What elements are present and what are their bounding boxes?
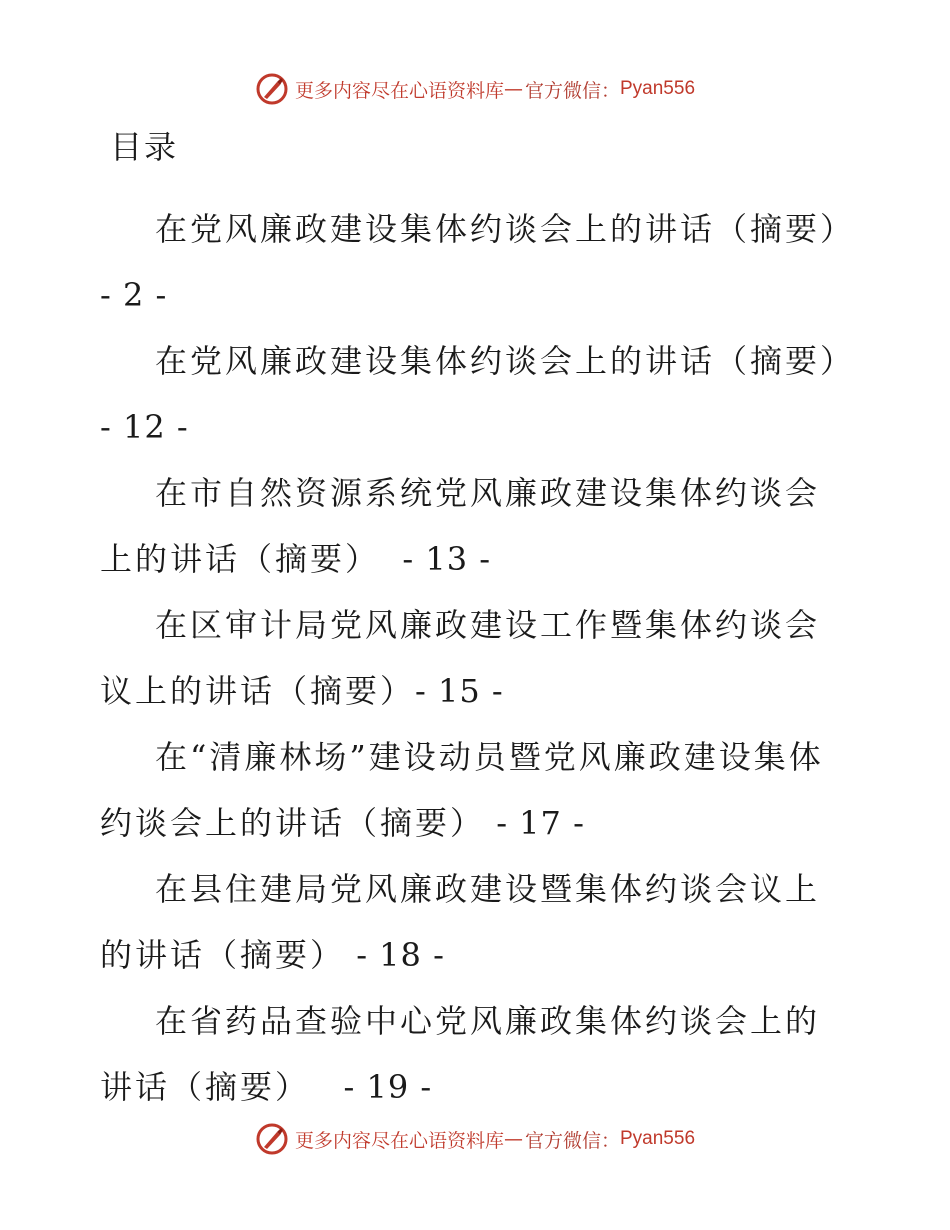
- pen-seal-icon: [255, 72, 289, 106]
- footer-watermark: [0, 1122, 950, 1156]
- watermark-wechat-id: Pyan556: [620, 78, 696, 99]
- toc-entry-page: - 2 -: [100, 276, 168, 314]
- toc-entry-title: 在“清廉林场”建设动员暨党风廉政建设集体约谈会上的讲话（摘要）: [100, 738, 824, 842]
- toc-entry-title: 在县住建局党风廉政建设暨集体约谈会议上的讲话（摘要）: [100, 870, 821, 974]
- watermark-sub-text: 官方微信：: [524, 79, 620, 102]
- pen-seal-icon: [255, 1122, 289, 1156]
- toc-entry-title: 在市自然资源系统党风廉政建设集体约谈会上的讲话（摘要）: [100, 474, 821, 578]
- toc-entry-title: 在省药品查验中心党风廉政集体约谈会上的讲话（摘要）: [100, 1002, 821, 1106]
- toc-entry-page: - 18 -: [345, 936, 445, 974]
- watermark-main-text: 更多内容尽在心语资料库: [294, 79, 504, 102]
- toc-entry-title: 在党风廉政建设集体约谈会上的讲话（摘要）: [155, 342, 856, 380]
- toc-entry-page: - 19 -: [310, 1068, 433, 1106]
- watermark-main-text: 更多内容尽在心语资料库: [294, 1129, 504, 1152]
- toc-entry[interactable]: [100, 196, 856, 328]
- toc-entry[interactable]: [100, 724, 840, 856]
- toc-entry-title: 在党风廉政建设集体约谈会上的讲话（摘要）: [155, 210, 856, 248]
- toc-entry[interactable]: [100, 988, 840, 1120]
- toc-entry-title: 在区审计局党风廉政建设工作暨集体约谈会议上的讲话（摘要）: [100, 606, 821, 710]
- watermark-sub-text: 官方微信：: [524, 1129, 620, 1152]
- toc-entry[interactable]: [100, 856, 840, 988]
- watermark-wechat-id: Pyan556: [620, 1128, 696, 1149]
- toc-heading: 目录: [110, 128, 179, 166]
- header-watermark: [0, 72, 950, 106]
- toc-entry[interactable]: [100, 592, 840, 724]
- toc-list: [100, 196, 856, 1120]
- toc-entry-page: - 13 -: [380, 540, 492, 578]
- toc-entry-page: - 12 -: [100, 408, 189, 446]
- toc-entry[interactable]: [100, 328, 856, 460]
- watermark-dash: —: [503, 78, 523, 100]
- toc-entry[interactable]: [100, 460, 840, 592]
- watermark-dash: —: [503, 1128, 523, 1150]
- toc-entry-page: - 15 -: [415, 672, 504, 710]
- toc-entry-page: - 17 -: [485, 804, 585, 842]
